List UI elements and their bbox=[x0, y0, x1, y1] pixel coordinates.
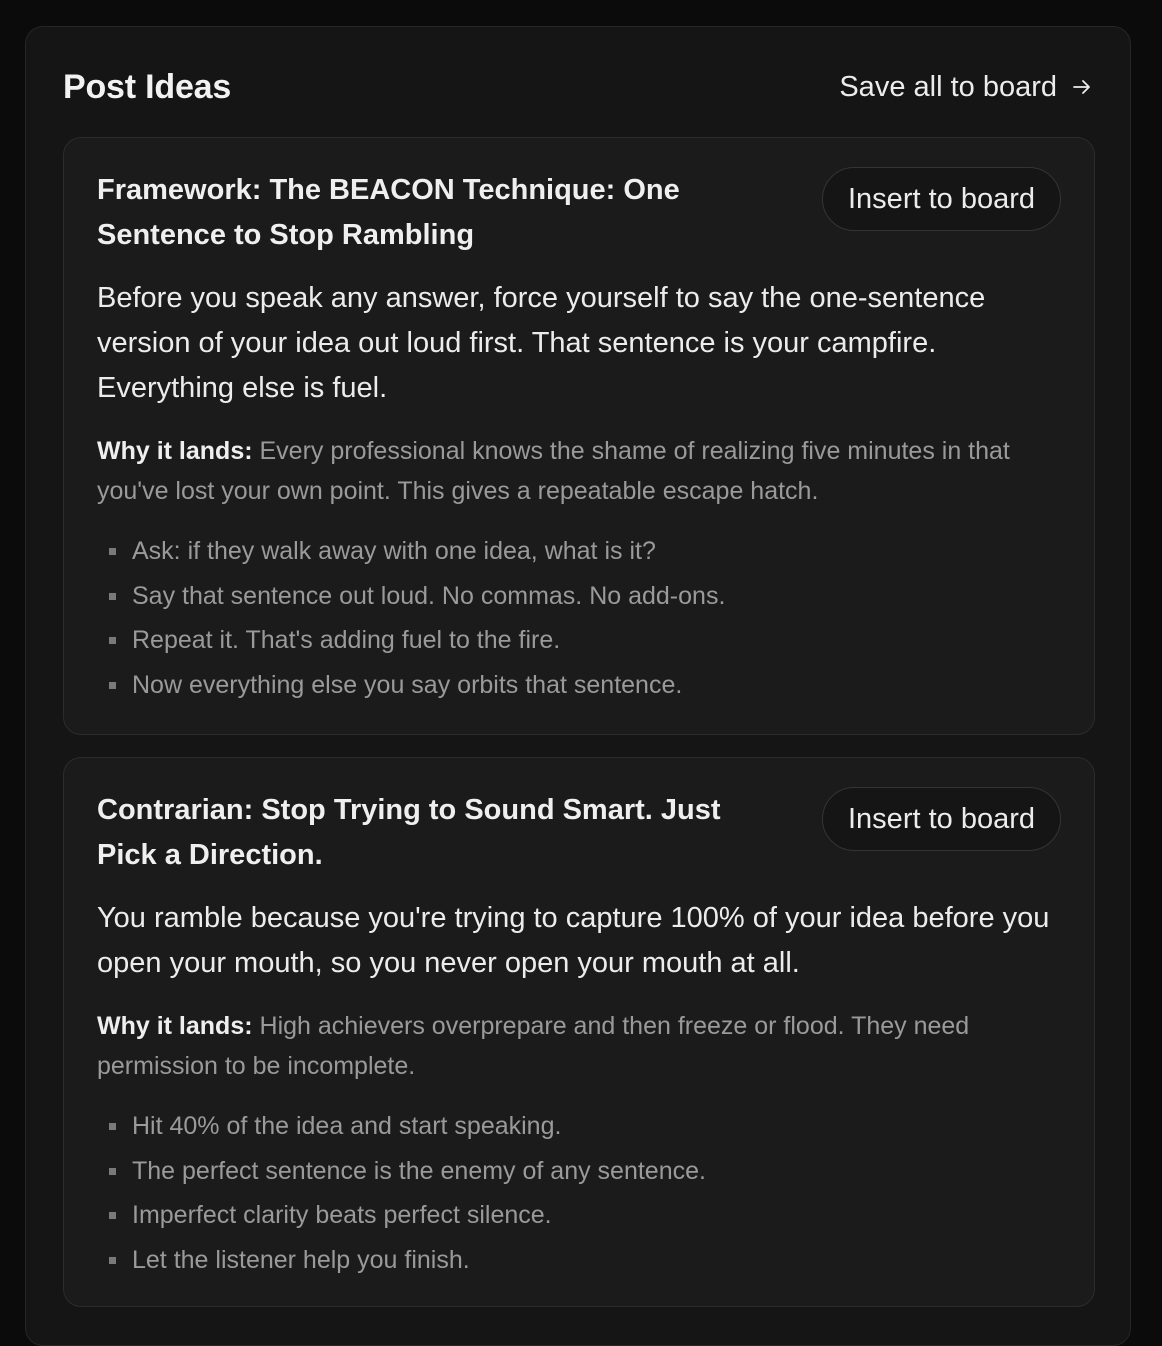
list-item bbox=[97, 1149, 1061, 1194]
list-item-text: Repeat it. That's adding fuel to the fire. bbox=[132, 626, 561, 654]
list-item-text: Imperfect clarity beats perfect silence. bbox=[132, 1201, 552, 1229]
insert-to-board-button[interactable]: Insert to board bbox=[822, 787, 1061, 851]
insert-to-board-button[interactable]: Insert to board bbox=[822, 167, 1061, 231]
square-bullet-icon bbox=[109, 637, 116, 644]
square-bullet-icon bbox=[109, 1168, 116, 1175]
list-item bbox=[97, 1193, 1061, 1238]
list-item-text: Let the listener help you finish. bbox=[132, 1245, 470, 1274]
card-body: Before you speak any answer, force yourself to say the one-sentence version of your idea out loud first. That sentence is your campfire. Everything else is fuel. bbox=[97, 282, 986, 404]
list-item bbox=[97, 618, 1061, 663]
arrow-right-icon bbox=[1071, 76, 1093, 98]
post-ideas-panel bbox=[25, 26, 1131, 1346]
idea-card bbox=[63, 757, 1095, 1307]
why-it-lands bbox=[97, 1006, 1061, 1086]
panel-header bbox=[63, 63, 1093, 111]
square-bullet-icon bbox=[109, 1257, 116, 1264]
panel-title: Post Ideas bbox=[63, 67, 232, 106]
card-title: Contrarian: Stop Trying to Sound Smart. Just Pick a Direction. bbox=[97, 794, 721, 871]
list-item-text: The perfect sentence is the enemy of any sentence. bbox=[132, 1156, 706, 1185]
save-all-label: Save all to board bbox=[839, 70, 1057, 103]
why-text: High achievers overprepare and then freeze or flood. They need permission to be incomplete. bbox=[97, 1012, 970, 1080]
why-it-lands bbox=[97, 431, 1061, 511]
square-bullet-icon bbox=[109, 682, 116, 689]
why-label: Why it lands: bbox=[97, 1012, 253, 1040]
square-bullet-icon bbox=[109, 548, 116, 555]
list-item bbox=[97, 1104, 1061, 1149]
bullet-list bbox=[97, 1104, 1061, 1282]
idea-card bbox=[63, 137, 1095, 735]
list-item-text: Ask: if they walk away with one idea, what is it? bbox=[132, 537, 656, 565]
card-header bbox=[97, 170, 1061, 258]
card-body: You ramble because you're trying to capture 100% of your idea before you open your mouth, so you never open your mouth at all. bbox=[97, 902, 1050, 979]
list-item bbox=[97, 663, 1061, 708]
save-all-button[interactable] bbox=[839, 71, 1093, 104]
list-item bbox=[97, 1238, 1061, 1283]
bullet-list bbox=[97, 529, 1061, 707]
list-item-text: Now everything else you say orbits that sentence. bbox=[132, 670, 683, 699]
why-label: Why it lands: bbox=[97, 437, 253, 465]
list-item bbox=[97, 574, 1061, 619]
square-bullet-icon bbox=[109, 1212, 116, 1219]
square-bullet-icon bbox=[109, 1123, 116, 1130]
list-item bbox=[97, 529, 1061, 574]
square-bullet-icon bbox=[109, 593, 116, 600]
list-item-text: Say that sentence out loud. No commas. No add-ons. bbox=[132, 581, 726, 610]
card-title: Framework: The BEACON Technique: One Sentence to Stop Rambling bbox=[97, 174, 680, 251]
why-text: Every professional knows the shame of realizing five minutes in that you've lost your own point. This gives a repeatable escape hatch. bbox=[97, 437, 1010, 505]
card-header bbox=[97, 790, 1061, 878]
list-item-text: Hit 40% of the idea and start speaking. bbox=[132, 1112, 562, 1140]
